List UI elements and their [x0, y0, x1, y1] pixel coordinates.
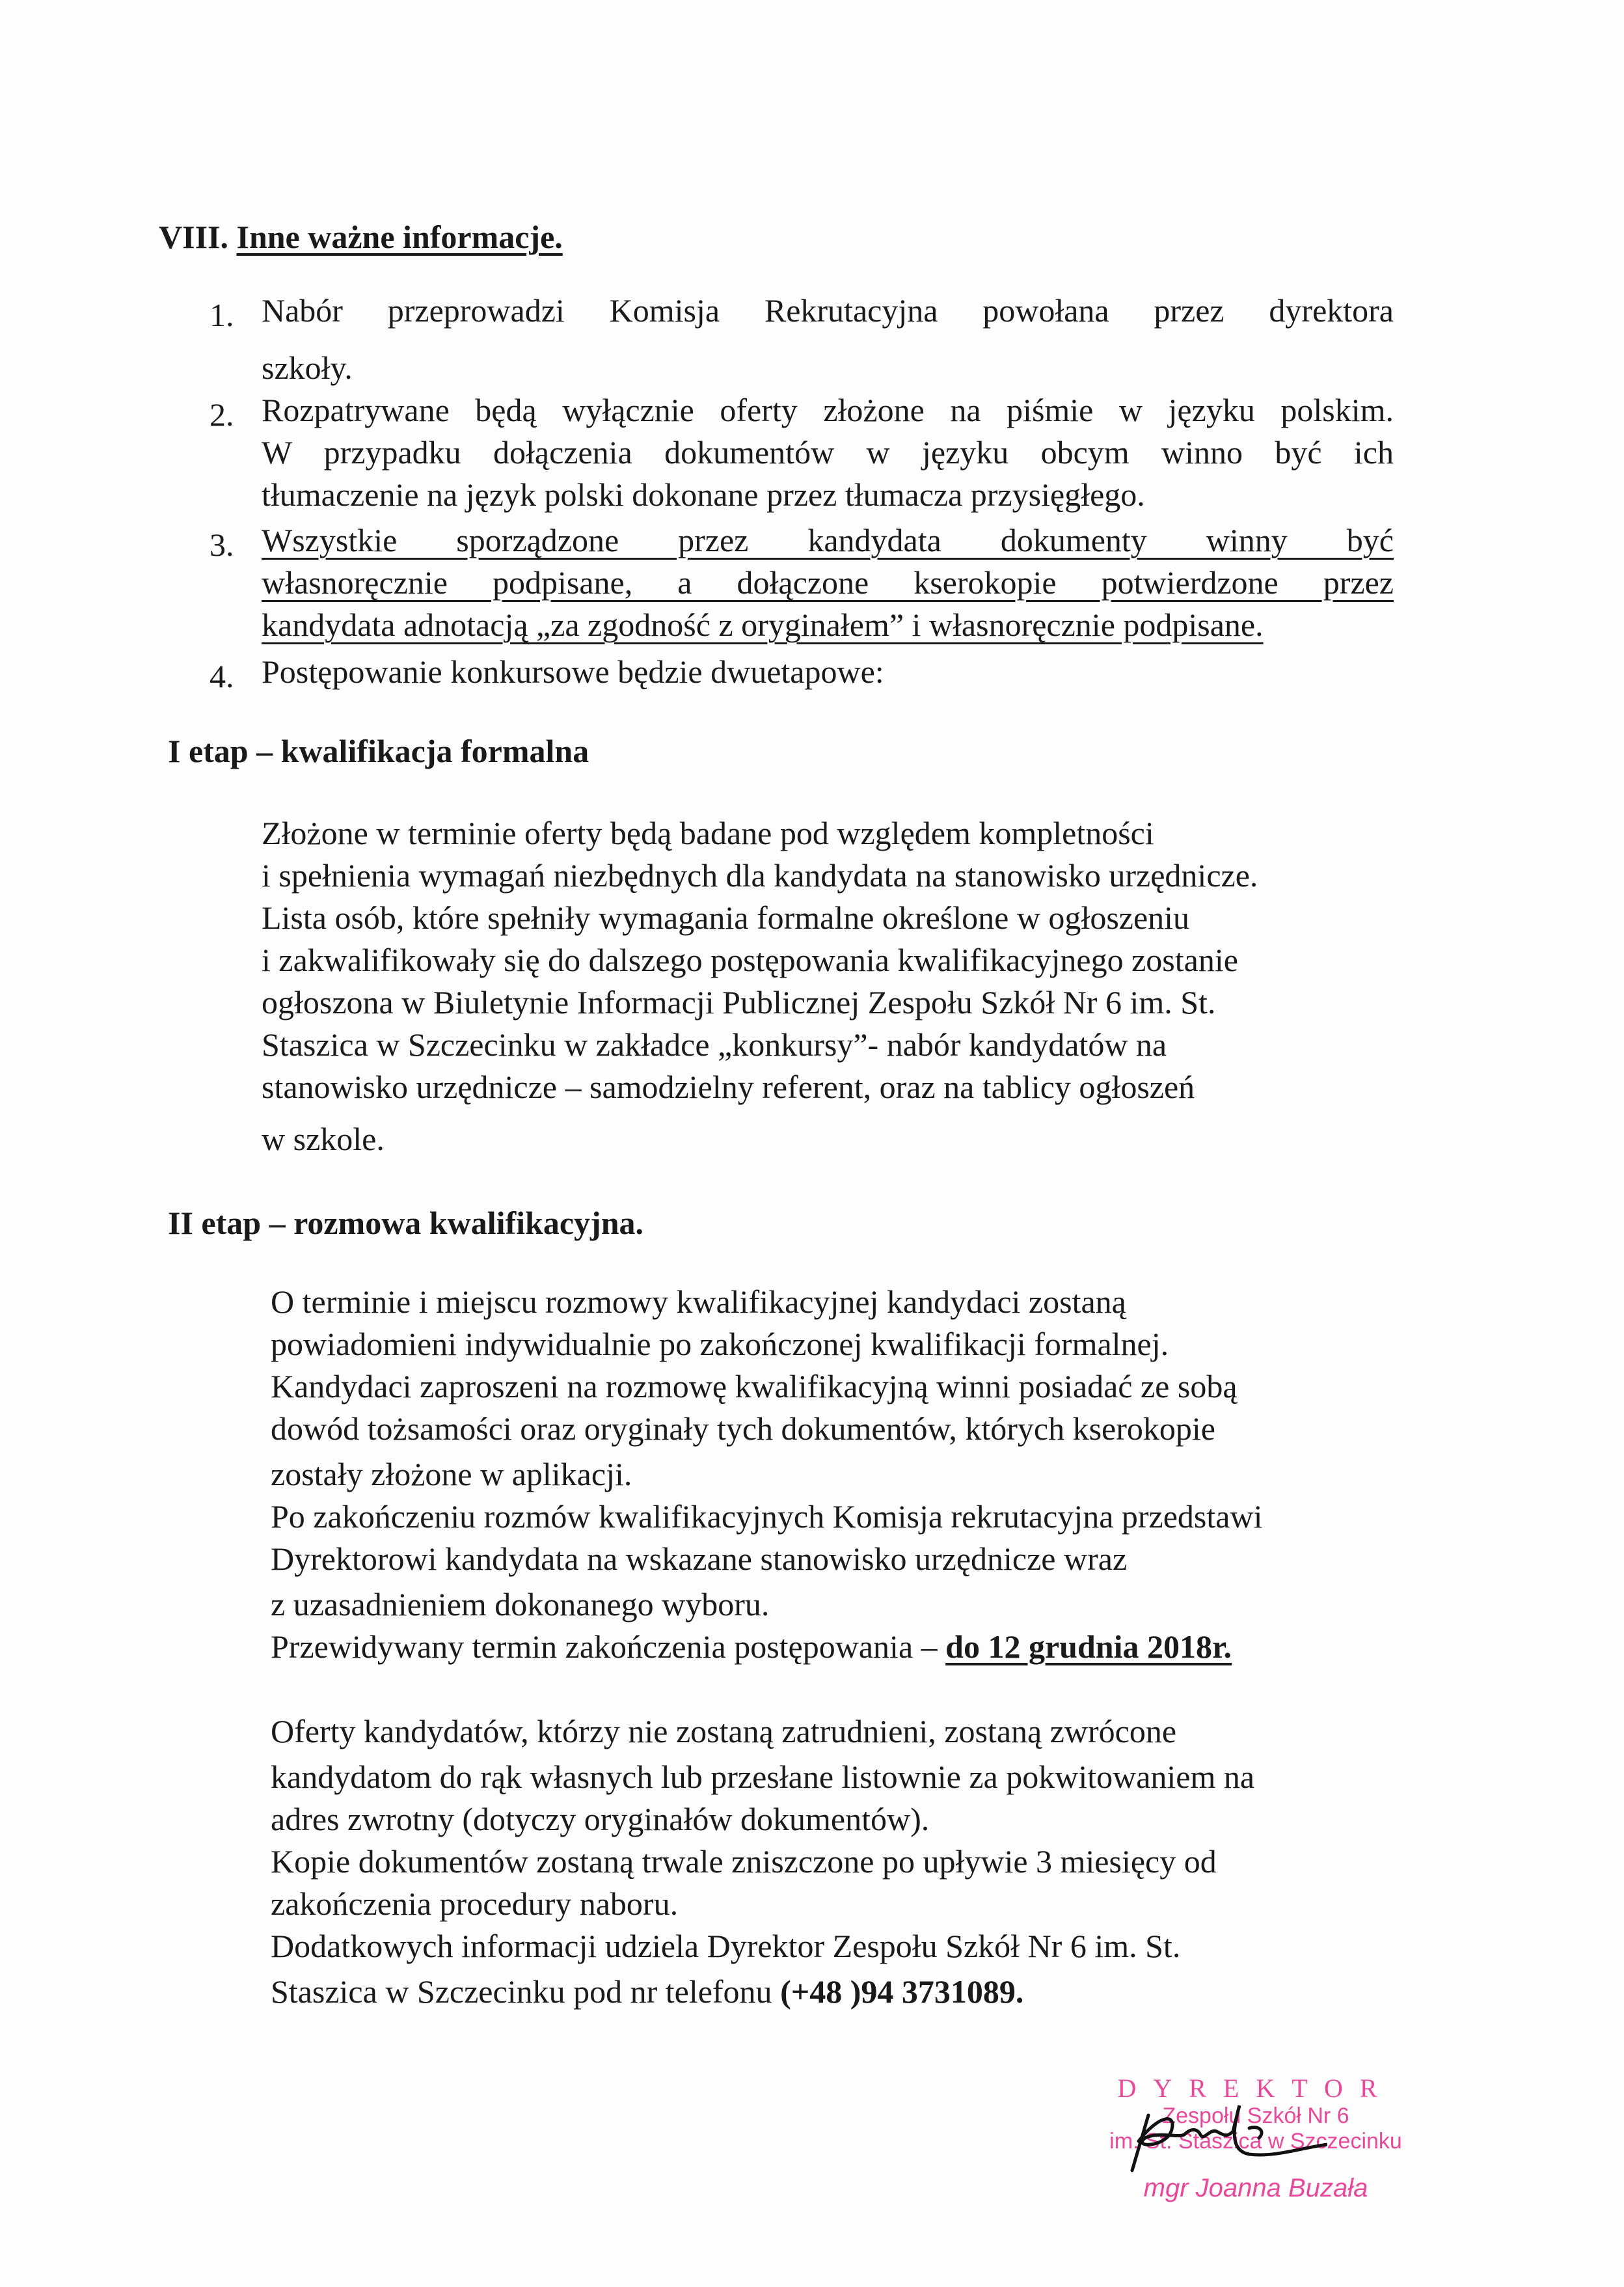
stage-2-heading: II etap – rozmowa kwalifikacyjna.: [168, 1205, 644, 1241]
item-1-line-2: szkoły.: [262, 349, 353, 386]
item-3-line-1: Wszystkie sporządzone przez kandydata dokumenty winny być: [262, 522, 1394, 558]
section-number: VIII.: [159, 219, 228, 255]
closing-line: adres zwrotny (dotyczy oryginałów dokumentów).: [271, 1801, 930, 1837]
item-2-line-2: W przypadku dołączenia dokumentów w języku obcym winno być ich: [262, 434, 1394, 471]
section-title: Inne ważne informacje.: [236, 219, 563, 255]
stage-2-line: dowód tożsamości oraz oryginały tych dokumentów, których kserokopie: [271, 1410, 1215, 1447]
stamp-school: Zespołu Szkół Nr 6: [1162, 2103, 1349, 2128]
phone-line: [271, 1975, 1023, 2008]
deadline-label: Przewidywany termin zakończenia postępowania –: [271, 1628, 946, 1665]
stage-1-heading: I etap – kwalifikacja formalna: [168, 733, 589, 769]
closing-line: zakończenia procedury naboru.: [271, 1885, 679, 1922]
stamp-title: DYREKTOR: [1117, 2074, 1394, 2103]
stage-2-line: Po zakończeniu rozmów kwalifikacyjnych Komisja rekrutacyjna przedstawi: [271, 1498, 1263, 1535]
stage-1-line: stanowisko urzędnicze – samodzielny referent, oraz na tablicy ogłoszeń: [262, 1069, 1195, 1105]
stage-1-line: w szkole.: [262, 1121, 385, 1157]
stage-2-line: Kandydaci zaproszeni na rozmowę kwalifikacyjną winni posiadać ze sobą: [271, 1368, 1238, 1404]
phone-label: Staszica w Szczecinku pod nr telefonu: [271, 1973, 781, 2010]
closing-line: Oferty kandydatów, którzy nie zostaną zatrudnieni, zostaną zwrócone: [271, 1713, 1177, 1749]
stage-2-line: powiadomieni indywidualnie po zakończonej kwalifikacji formalnej.: [271, 1326, 1169, 1362]
deadline-date: do 12 grudnia 2018r.: [945, 1628, 1232, 1665]
stage-2-line: O terminie i miejscu rozmowy kwalifikacyjnej kandydaci zostaną: [271, 1283, 1126, 1320]
stamp-name: mgr Joanna Buzała: [1143, 2174, 1368, 2202]
stage-1-line: Lista osób, które spełniły wymagania formalne określone w ogłoszeniu: [262, 899, 1190, 936]
phone-number: (+48 )94 3731089.: [780, 1973, 1024, 2010]
stage-2-line: zostały złożone w aplikacji.: [271, 1456, 632, 1492]
stage-2-line: Dyrektorowi kandydata na wskazane stanowisko urzędnicze wraz: [271, 1541, 1128, 1577]
closing-line: kandydatom do rąk własnych lub przesłane listownie za pokwitowaniem na: [271, 1759, 1255, 1795]
item-number: 4.: [210, 658, 234, 694]
stage-1-line: ogłoszona w Biuletynie Informacji Publicznej Zespołu Szkół Nr 6 im. St.: [262, 984, 1216, 1020]
section-heading: [159, 218, 563, 256]
stage-1-line: i zakwalifikowały się do dalszego postępowania kwalifikacyjnego zostanie: [262, 942, 1238, 978]
item-number: 3.: [210, 527, 234, 563]
stage-1-line: i spełnienia wymagań niezbędnych dla kandydata na stanowisko urzędnicze.: [262, 857, 1258, 894]
stage-2-line: z uzasadnieniem dokonanego wyboru.: [271, 1586, 770, 1623]
item-number: 2.: [210, 396, 234, 433]
deadline-line: [271, 1630, 1232, 1663]
signature-icon: [1119, 2102, 1327, 2174]
stamp-patron: im. St. Staszica w Szczecinku: [1109, 2129, 1402, 2154]
closing-line: Dodatkowych informacji udziela Dyrektor Zespołu Szkół Nr 6 im. St.: [271, 1928, 1181, 1964]
closing-line: Kopie dokumentów zostaną trwale zniszczone po upływie 3 miesięcy od: [271, 1843, 1217, 1880]
item-2-line-1: Rozpatrywane będą wyłącznie oferty złożone na piśmie w języku polskim.: [262, 392, 1394, 428]
item-4-line-1: Postępowanie konkursowe będzie dwuetapowe:: [262, 653, 884, 690]
stage-1-line: Staszica w Szczecinku w zakładce „konkursy”- nabór kandydatów na: [262, 1026, 1167, 1063]
item-number: 1.: [210, 297, 234, 333]
item-3-line-3: kandydata adnotacją „za zgodność z oryginałem” i własnoręcznie podpisane.: [262, 607, 1264, 643]
item-1-line-1: Nabór przeprowadzi Komisja Rekrutacyjna powołana przez dyrektora: [262, 292, 1394, 329]
item-2-line-3: tłumaczenie na język polski dokonane przez tłumacza przysięgłego.: [262, 476, 1145, 513]
item-3-line-2: własnoręcznie podpisane, a dołączone kserokopie potwierdzone przez: [262, 564, 1394, 601]
stage-1-line: Złożone w terminie oferty będą badane pod względem kompletności: [262, 815, 1154, 851]
